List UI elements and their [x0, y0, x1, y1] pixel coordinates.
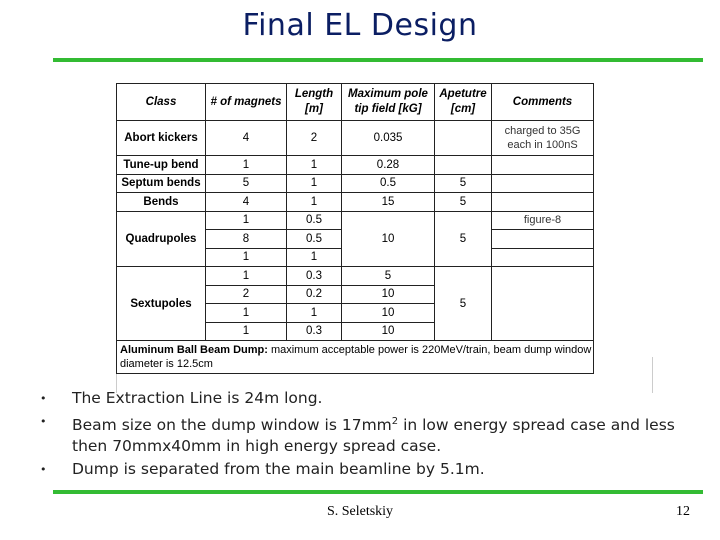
header-class: Class — [117, 84, 206, 121]
bullet-dot-icon: • — [40, 463, 47, 477]
cell-class: Septum bends — [117, 174, 206, 193]
cell-field: 5 — [342, 267, 435, 286]
cell-magnets: 2 — [206, 285, 287, 304]
header-aperture: Apetutre [cm] — [435, 84, 492, 121]
table-note-row — [117, 341, 594, 374]
cell-field: 0.035 — [342, 121, 435, 156]
bullet-dot-icon: • — [40, 415, 47, 428]
cell-field: 15 — [342, 193, 435, 212]
cell-magnets: 1 — [206, 248, 287, 267]
cell-comment — [492, 248, 594, 267]
table-row — [117, 174, 594, 193]
cell-magnets: 5 — [206, 174, 287, 193]
bullet-list — [40, 388, 680, 482]
cell-comment — [492, 267, 594, 341]
table-row — [117, 121, 594, 156]
table-row — [117, 193, 594, 212]
cell-class: Bends — [117, 193, 206, 212]
table-row — [117, 211, 594, 230]
cell-aperture: 5 — [435, 211, 492, 267]
cell-class: Tune-up bend — [117, 156, 206, 175]
table-row — [117, 267, 594, 286]
bullet-text-post: in low energy spread case and less then 70mmx40mm in high energy spread case. — [72, 416, 675, 456]
cell-field: 10 — [342, 211, 435, 267]
beam-dump-note-label: Aluminum Ball Beam Dump: — [120, 344, 268, 356]
slide-title: Final EL Design — [242, 8, 478, 43]
bullet-item — [40, 411, 680, 457]
cell-aperture — [435, 156, 492, 175]
cell-length: 0.5 — [287, 230, 342, 249]
table-header-row — [117, 84, 594, 121]
cell-class: Abort kickers — [117, 121, 206, 156]
page-number: 12 — [676, 504, 690, 519]
cell-length: 1 — [287, 304, 342, 323]
header-comments: Comments — [492, 84, 594, 121]
cell-magnets: 1 — [206, 156, 287, 175]
bullet-text: The Extraction Line is 24m long. — [72, 389, 323, 407]
cell-length: 1 — [287, 174, 342, 193]
cell-magnets: 1 — [206, 304, 287, 323]
magnet-table-image — [116, 83, 594, 375]
cell-length: 1 — [287, 193, 342, 212]
cell-length: 0.5 — [287, 211, 342, 230]
beam-dump-note-text: maximum acceptable power is 220MeV/train, beam dump window diameter is 12.5cm — [120, 344, 592, 370]
cell-class: Quadrupoles — [117, 211, 206, 267]
bullet-text: Dump is separated from the main beamline by 5.1m. — [72, 460, 485, 479]
cell-magnets: 4 — [206, 193, 287, 212]
bullet-superscript: 2 — [391, 416, 399, 427]
cell-length: 0.2 — [287, 285, 342, 304]
cell-comment — [492, 230, 594, 249]
cell-class: Sextupoles — [117, 267, 206, 341]
cell-length: 1 — [287, 248, 342, 267]
header-length: Length [m] — [287, 84, 342, 121]
cell-length: 1 — [287, 156, 342, 175]
cell-magnets: 4 — [206, 121, 287, 156]
table-row — [117, 156, 594, 175]
magnet-table — [116, 83, 594, 374]
cell-length: 0.3 — [287, 322, 342, 341]
cell-aperture: 5 — [435, 267, 492, 341]
footer-divider — [53, 490, 703, 494]
cell-field: 0.5 — [342, 174, 435, 193]
title-divider — [53, 58, 703, 62]
cell-magnets: 1 — [206, 267, 287, 286]
cell-length: 2 — [287, 121, 342, 156]
cell-field: 10 — [342, 285, 435, 304]
cell-magnets: 8 — [206, 230, 287, 249]
cell-comment — [492, 156, 594, 175]
cell-field: 10 — [342, 322, 435, 341]
header-field: Maximum pole tip field [kG] — [342, 84, 435, 121]
cell-comment: charged to 35G each in 100nS — [492, 121, 594, 156]
cell-length: 0.3 — [287, 267, 342, 286]
bullet-dot-icon: • — [40, 392, 47, 405]
cell-field: 0.28 — [342, 156, 435, 175]
cell-comment — [492, 174, 594, 193]
cell-comment — [492, 193, 594, 212]
cell-magnets: 1 — [206, 211, 287, 230]
cell-aperture: 5 — [435, 193, 492, 212]
beam-dump-note — [117, 341, 594, 374]
bullet-item — [40, 459, 680, 480]
author-name: S. Seletskiy — [326, 504, 394, 519]
cell-comment: figure-8 — [492, 211, 594, 230]
bullet-item — [40, 388, 680, 409]
cell-aperture — [435, 121, 492, 156]
cell-magnets: 1 — [206, 322, 287, 341]
header-magnets: # of magnets — [206, 84, 287, 121]
bullet-text-pre: Beam size on the dump window is 17mm — [72, 416, 392, 435]
cell-aperture: 5 — [435, 174, 492, 193]
cell-field: 10 — [342, 304, 435, 323]
